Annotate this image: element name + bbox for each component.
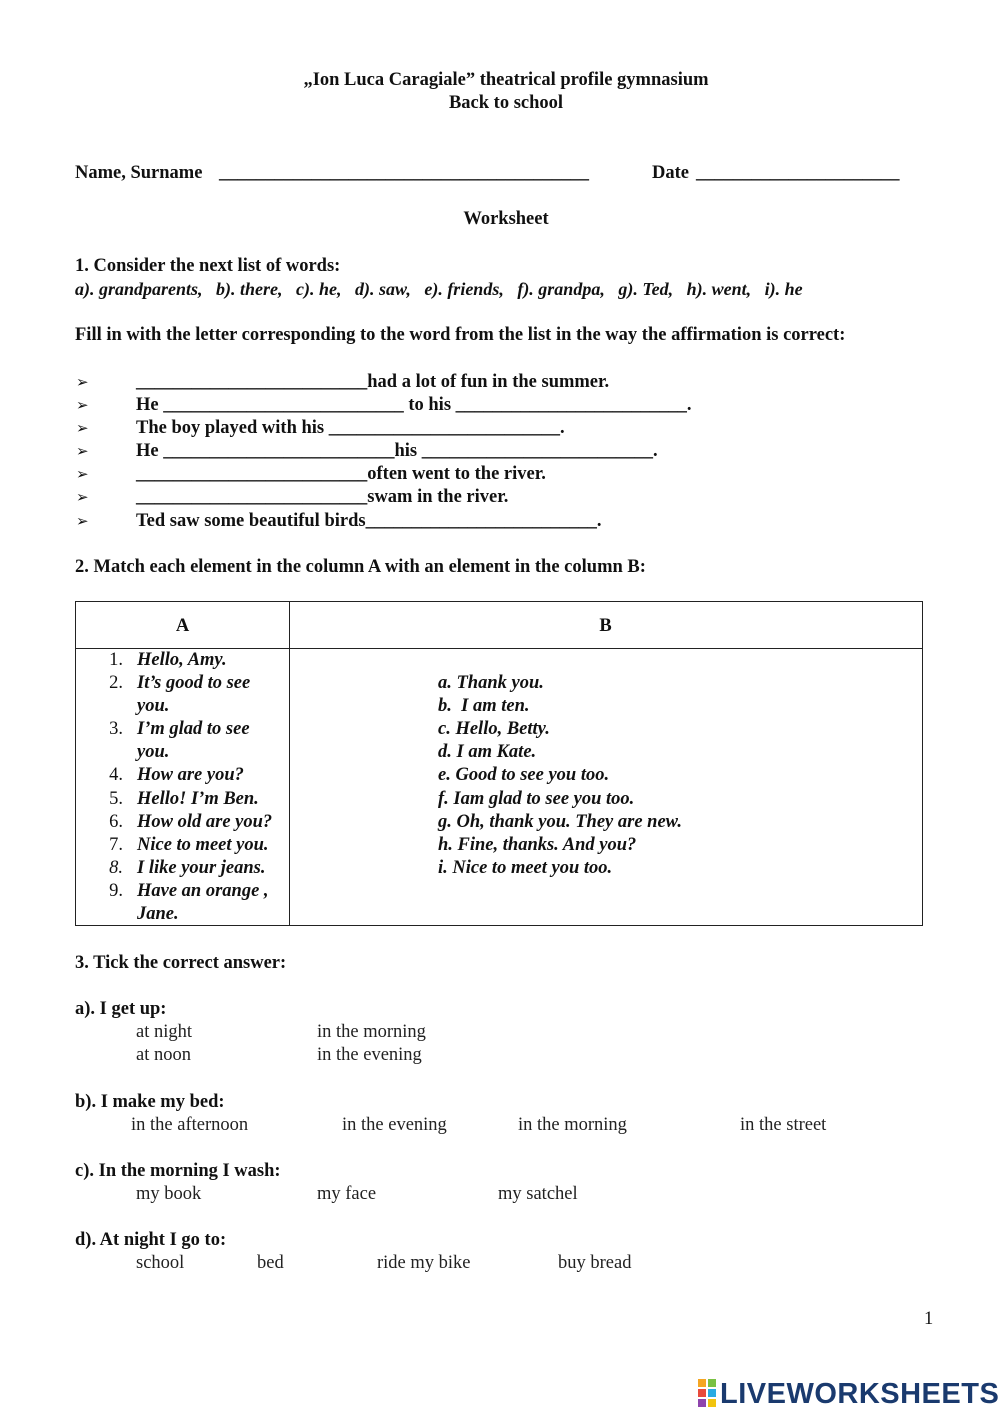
column-a-item[interactable]: you. (137, 742, 170, 762)
column-a-item[interactable]: I’m glad to see (137, 719, 250, 739)
item-number: 5. (109, 789, 123, 809)
arrow-bullet-icon: ➢ (76, 465, 89, 483)
answer-option[interactable]: in the afternoon (131, 1115, 249, 1135)
ex1-instruction: Fill in with the letter corresponding to the word from the list in the way the affirmation is correct: (75, 325, 846, 345)
column-a-item[interactable]: Hello! I’m Ben. (137, 789, 259, 809)
ex1-item[interactable]: He _________________________his _________________________. (136, 441, 658, 461)
name-label: Name, Surname (75, 163, 203, 183)
liveworksheets-logo (698, 1378, 1000, 1410)
column-b-item[interactable]: i. Nice to meet you too. (438, 858, 613, 878)
column-a-item[interactable]: How are you? (137, 765, 244, 785)
page-number: 1 (924, 1309, 934, 1329)
arrow-bullet-icon: ➢ (76, 512, 89, 530)
item-number: 3. (109, 719, 123, 739)
answer-option[interactable]: in the evening (317, 1045, 422, 1065)
arrow-bullet-icon: ➢ (76, 373, 89, 391)
answer-option[interactable]: buy bread (558, 1253, 632, 1273)
item-number: 8. (109, 858, 123, 878)
answer-option[interactable]: bed (257, 1253, 284, 1273)
question-b: b). I make my bed: (75, 1092, 225, 1112)
item-number: 2. (109, 673, 123, 693)
ex2-title: 2. Match each element in the column A with an element in the column B: (75, 557, 646, 577)
answer-option[interactable]: at night (136, 1022, 193, 1042)
item-number: 6. (109, 812, 123, 832)
ex1-item[interactable]: _________________________often went to the river. (136, 464, 546, 484)
ex3-title: 3. Tick the correct answer: (75, 953, 287, 973)
column-a-item[interactable]: How old are you? (137, 812, 273, 832)
answer-option[interactable]: in the morning (518, 1115, 627, 1135)
ex1-item[interactable]: _________________________swam in the river. (136, 487, 509, 507)
arrow-bullet-icon: ➢ (76, 419, 89, 437)
column-a-item[interactable]: Jane. (137, 904, 179, 924)
column-a-item[interactable]: Have an orange , (137, 881, 269, 901)
item-number: 1. (109, 650, 123, 670)
column-a-item[interactable]: Hello, Amy. (137, 650, 227, 670)
answer-option[interactable]: ride my bike (377, 1253, 471, 1273)
watermark-text: LIVEWORKSHEETS (720, 1378, 1000, 1410)
answer-option[interactable]: school (136, 1253, 185, 1273)
ex1-item[interactable]: _________________________had a lot of fun in the summer. (136, 372, 610, 392)
arrow-bullet-icon: ➢ (76, 488, 89, 506)
worksheet-title: Worksheet (463, 209, 549, 229)
name-field[interactable]: ________________________________________ (219, 163, 589, 183)
column-a-item[interactable]: you. (137, 696, 170, 716)
answer-option[interactable]: at noon (136, 1045, 191, 1065)
arrow-bullet-icon: ➢ (76, 396, 89, 414)
ex1-item[interactable]: Ted saw some beautiful birds_________________________. (136, 511, 602, 531)
column-b-item[interactable]: a. Thank you. (438, 673, 544, 693)
column-b-item[interactable]: d. I am Kate. (438, 742, 537, 762)
column-a-item[interactable]: It’s good to see (137, 673, 251, 693)
column-a-item[interactable]: Nice to meet you. (137, 835, 269, 855)
item-number: 9. (109, 881, 123, 901)
question-d: d). At night I go to: (75, 1230, 227, 1250)
answer-option[interactable]: in the evening (342, 1115, 447, 1135)
answer-option[interactable]: my face (317, 1184, 377, 1204)
school-title: „Ion Luca Caragiale” theatrical profile gymnasium (303, 70, 709, 90)
date-field[interactable]: ______________________ (696, 163, 900, 183)
arrow-bullet-icon: ➢ (76, 442, 89, 460)
ex1-item[interactable]: He __________________________ to his _________________________. (136, 395, 692, 415)
answer-option[interactable]: my book (136, 1184, 202, 1204)
column-b-item[interactable]: b. I am ten. (438, 696, 530, 716)
table-divider (289, 602, 290, 925)
answer-option[interactable]: in the street (740, 1115, 827, 1135)
column-b-item[interactable]: h. Fine, thanks. And you? (438, 835, 637, 855)
ex1-item[interactable]: The boy played with his _________________________. (136, 418, 565, 438)
answer-option[interactable]: in the morning (317, 1022, 426, 1042)
ex1-title: 1. Consider the next list of words: (75, 256, 341, 276)
answer-option[interactable]: my satchel (498, 1184, 578, 1204)
column-b-item[interactable]: e. Good to see you too. (438, 765, 610, 785)
column-b-item[interactable]: g. Oh, thank you. They are new. (438, 812, 682, 832)
column-a-header: A (175, 616, 190, 636)
date-label: Date (652, 163, 689, 183)
question-c: c). In the morning I wash: (75, 1161, 281, 1181)
column-b-item[interactable]: f. Iam glad to see you too. (438, 789, 635, 809)
column-a-item[interactable]: I like your jeans. (137, 858, 266, 878)
sheet-subtitle: Back to school (448, 93, 564, 113)
item-number: 4. (109, 765, 123, 785)
question-a: a). I get up: (75, 999, 167, 1019)
item-number: 7. (109, 835, 123, 855)
ex1-word-list: a). grandparents, b). there, c). he, d). saw, e). friends, f). grandpa, g). Ted, h). went, i). he (75, 279, 803, 299)
column-b-item[interactable]: c. Hello, Betty. (438, 719, 550, 739)
column-b-header: B (599, 616, 612, 636)
